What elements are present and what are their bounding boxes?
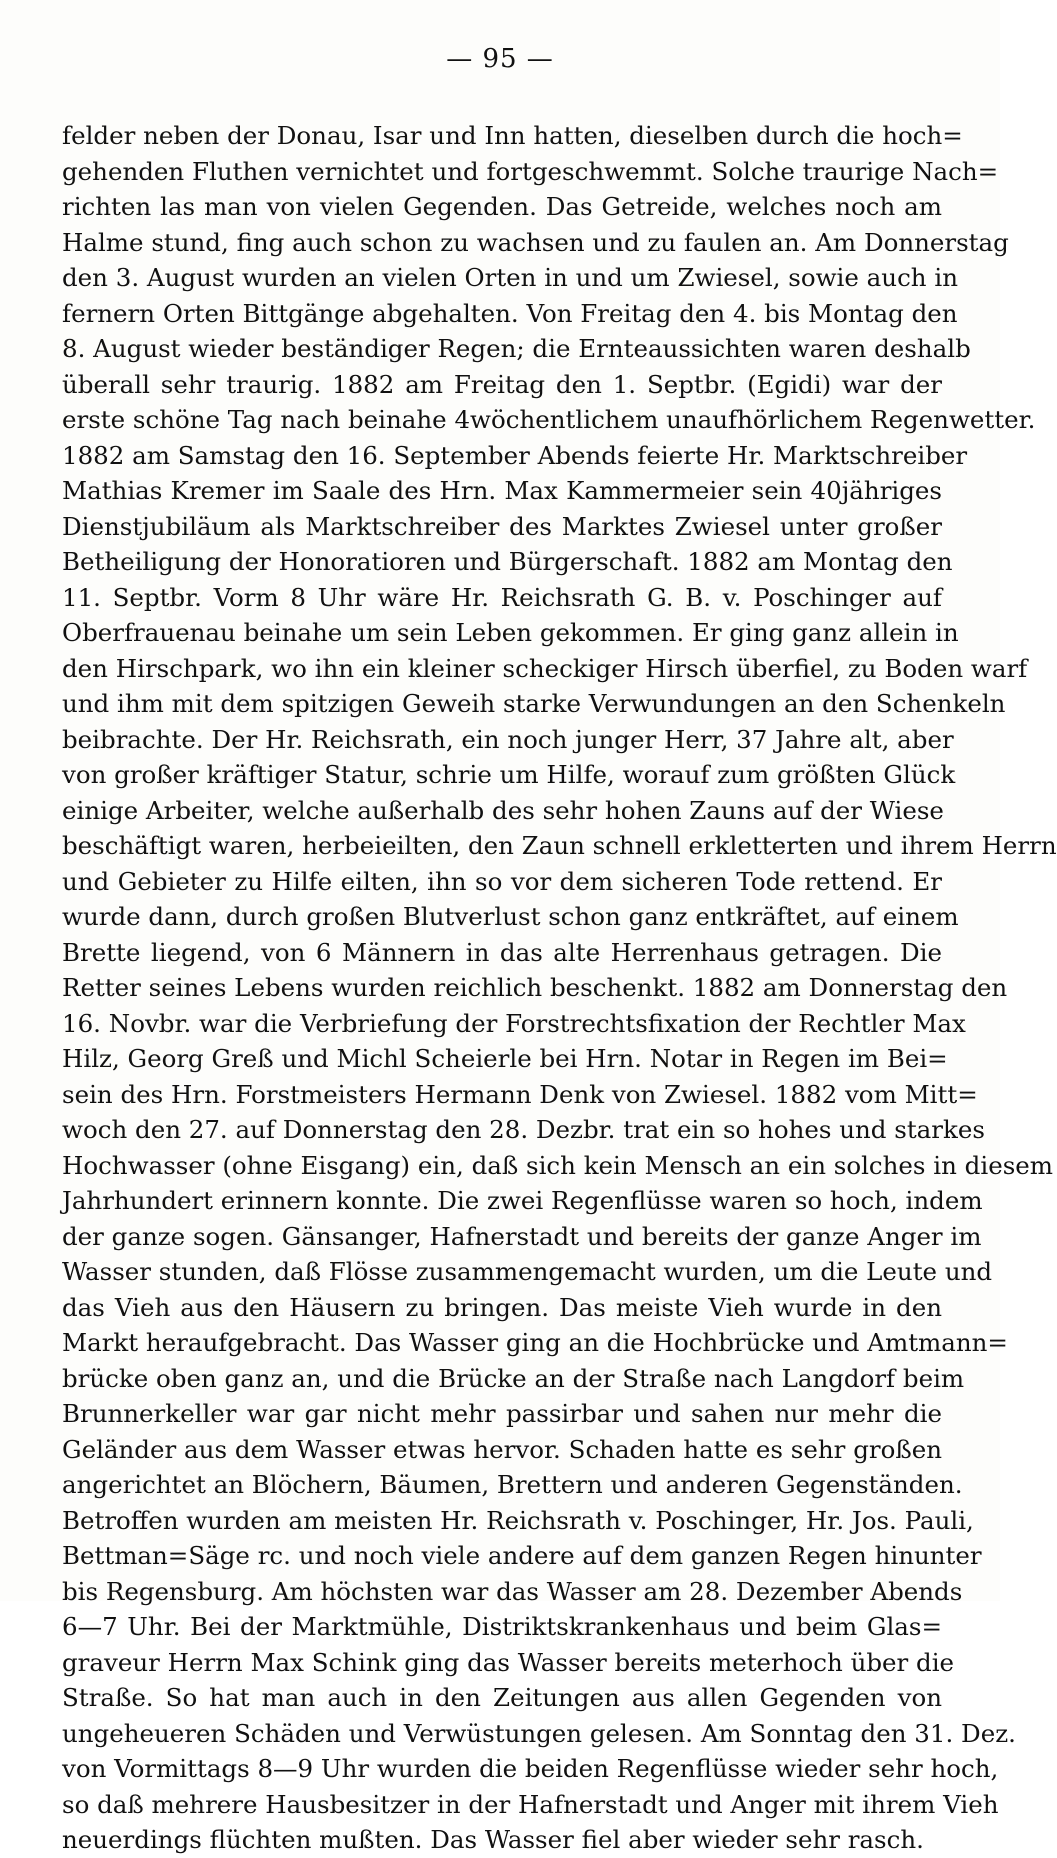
text-line: einige Arbeiter, welche außerhalb des sehr hohen Zauns auf der Wiese bbox=[62, 795, 944, 825]
text-line: Oberfrauenau beinahe um sein Leben gekommen. Er ging ganz allein in bbox=[62, 618, 959, 647]
text-line: Hilz, Georg Greß und Michl Scheierle bei Hrn. Notar in Regen im Bei= bbox=[62, 1044, 948, 1073]
text-line: neuerdings flüchten mußten. Das Wasser fiel aber wieder sehr rasch. bbox=[62, 1825, 924, 1854]
text-line: Wasser stunden, daß Flösse zusammengemacht wurden, um die Leute und bbox=[62, 1257, 993, 1286]
text-line: Betroffen wurden am meisten Hr. Reichsrath v. Poschinger, Hr. Jos. Pauli, bbox=[62, 1505, 974, 1535]
text-line: angerichtet an Blöchern, Bäumen, Brettern und anderen Gegenständen. bbox=[62, 1470, 963, 1499]
text-line: Bettman=Säge rc. und noch viele andere auf dem ganzen Regen hinunter bbox=[62, 1541, 982, 1570]
text-line: bis Regensburg. Am höchsten war das Wasser am 28. Dezember Abends bbox=[62, 1576, 963, 1606]
text-line: so daß mehrere Hausbesitzer in der Hafnerstadt und Anger mit ihrem Vieh bbox=[62, 1789, 999, 1819]
text-line: sein des Hrn. Forstmeisters Hermann Denk von Zwiesel. 1882 vom Mitt= bbox=[62, 1079, 978, 1109]
text-line: den 3. August wurden an vielen Orten in und um Zwiesel, sowie auch in bbox=[62, 263, 958, 292]
text-line: 8. August wieder beständiger Regen; die Ernteaussichten waren deshalb bbox=[62, 334, 971, 363]
text-line: beibrachte. Der Hr. Reichsrath, ein noch junger Herr, 37 Jahre alt, aber bbox=[62, 724, 954, 754]
text-line: felder neben der Donau, Isar und Inn hatten, dieselben durch die hoch= bbox=[62, 121, 963, 150]
text-line: beschäftigt waren, herbeieilten, den Zaun schnell erkletterten und ihrem Herrn bbox=[62, 831, 1057, 860]
text-line: Straße. So hat man auch in den Zeitungen aus allen Gegenden von bbox=[62, 1683, 942, 1712]
text-line: Dienstjubiläum als Marktschreiber des Marktes Zwiesel unter großer bbox=[62, 511, 942, 541]
text-line: wurde dann, durch großen Blutverlust schon ganz entkräftet, auf einem bbox=[62, 902, 959, 931]
text-line: graveur Herrn Max Schink ging das Wasser bereits meterhoch über die bbox=[62, 1647, 955, 1677]
page-number: — 95 — bbox=[446, 44, 554, 74]
text-line: ungeheueren Schäden und Verwüstungen gelesen. Am Sonntag den 31. Dez. bbox=[62, 1718, 1016, 1748]
text-line: brücke oben ganz an, und die Brücke an der Straße nach Langdorf beim bbox=[62, 1363, 965, 1393]
text-line: das Vieh aus den Häusern zu bringen. Das meiste Vieh wurde in den bbox=[62, 1292, 942, 1322]
text-line: Hochwasser (ohne Eisgang) ein, daß sich kein Mensch an ein solches in diesem bbox=[62, 1150, 1054, 1180]
text-line: 6—7 Uhr. Bei der Marktmühle, Distriktskrankenhaus und beim Glas= bbox=[62, 1612, 942, 1641]
text-line: Jahrhundert erinnern konnte. Die zwei Regenflüsse waren so hoch, indem bbox=[62, 1186, 983, 1215]
text-line: erste schöne Tag nach beinahe 4wöchentlichem unaufhörlichem Regenwetter. bbox=[62, 405, 1036, 434]
text-line: woch den 27. auf Donnerstag den 28. Dezbr. trat ein so hohes und starkes bbox=[62, 1115, 985, 1144]
text-line: und ihm mit dem spitzigen Geweih starke Verwundungen an den Schenkeln bbox=[62, 689, 1006, 718]
text-line: überall sehr traurig. 1882 am Freitag den 1. Septbr. (Egidi) war der bbox=[62, 369, 942, 399]
text-line: von Vormittags 8—9 Uhr wurden die beiden Regenflüsse wieder sehr hoch, bbox=[62, 1754, 999, 1783]
text-line: von großer kräftiger Statur, schrie um Hilfe, worauf zum größten Glück bbox=[62, 760, 956, 789]
text-line: Brunnerkeller war gar nicht mehr passirbar und sahen nur mehr die bbox=[62, 1399, 942, 1428]
text-line: richten las man von vielen Gegenden. Das Getreide, welches noch am bbox=[62, 192, 942, 221]
body-text bbox=[62, 118, 1057, 1858]
text-line: Halme stund, fing auch schon zu wachsen und zu faulen an. Am Donnerstag bbox=[62, 227, 1009, 257]
text-line: 11. Septbr. Vorm 8 Uhr wäre Hr. Reichsrath G. B. v. Poschinger auf bbox=[62, 582, 942, 612]
text-line: Mathias Kremer im Saale des Hrn. Max Kammermeier sein 40jähriges bbox=[62, 476, 942, 505]
text-line: Geländer aus dem Wasser etwas hervor. Schaden hatte es sehr großen bbox=[62, 1434, 942, 1464]
text-line: 16. Novbr. war die Verbriefung der Forstrechtsfixation der Rechtler Max bbox=[62, 1008, 966, 1038]
text-line: gehenden Fluthen vernichtet und fortgeschwemmt. Solche traurige Nach= bbox=[62, 156, 999, 186]
text-line: der ganze sogen. Gänsanger, Hafnerstadt und bereits der ganze Anger im bbox=[62, 1221, 982, 1251]
text-line: fernern Orten Bittgänge abgehalten. Von Freitag den 4. bis Montag den bbox=[62, 298, 958, 328]
text-line: Betheiligung der Honoratioren und Bürgerschaft. 1882 am Montag den bbox=[62, 547, 953, 576]
text-line: Retter seines Lebens wurden reichlich beschenkt. 1882 am Donnerstag den bbox=[62, 973, 1008, 1002]
text-line: und Gebieter zu Hilfe eilten, ihn so vor dem sicheren Tode rettend. Er bbox=[62, 866, 942, 896]
text-line: den Hirschpark, wo ihn ein kleiner scheckiger Hirsch überfiel, zu Boden warf bbox=[62, 653, 1028, 683]
text-line: 1882 am Samstag den 16. September Abends feierte Hr. Marktschreiber bbox=[62, 440, 968, 470]
text-line: Brette liegend, von 6 Männern in das alte Herrenhaus getragen. Die bbox=[62, 937, 942, 967]
text-line: Markt heraufgebracht. Das Wasser ging an die Hochbrücke und Amtmann= bbox=[62, 1328, 1008, 1357]
